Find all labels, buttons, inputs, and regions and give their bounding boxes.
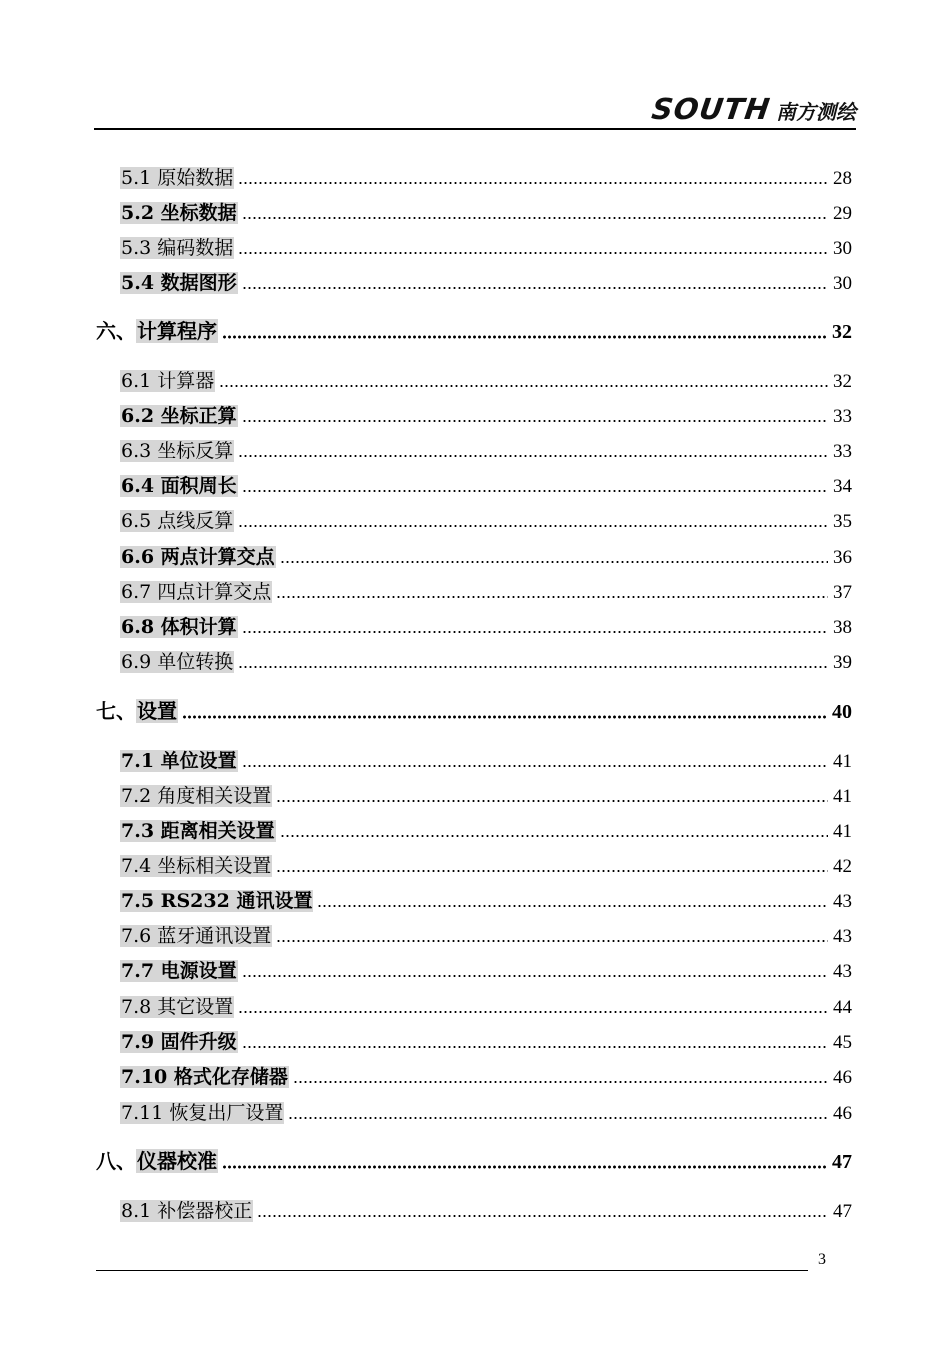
toc-chapter-number: 八、 [96, 1149, 136, 1173]
dot-leader [242, 764, 828, 768]
toc-entry-title: 5.2 坐标数据 [121, 202, 237, 224]
toc-entry[interactable] [120, 402, 852, 428]
toc-page-number: 28 [833, 168, 852, 189]
toc-entry[interactable] [120, 782, 852, 808]
toc-page-number: 41 [833, 786, 852, 807]
toc-entry-title: 6.6 两点计算交点 [121, 546, 275, 568]
toc-entry-label [120, 542, 276, 569]
toc-page-number: 37 [833, 582, 852, 603]
toc-entry-title: 7.10 格式化存储器 [121, 1066, 288, 1088]
dot-leader [238, 1010, 828, 1014]
dot-leader [219, 384, 828, 388]
dot-leader [242, 419, 828, 423]
toc-page-number: 45 [833, 1032, 852, 1053]
toc-entry-label [120, 992, 234, 1019]
toc-entry-title: 7.2 角度相关设置 [121, 785, 272, 807]
toc-entry-label [96, 695, 178, 724]
toc-entry[interactable] [120, 437, 852, 463]
toc-entry-title: 7.7 电源设置 [121, 960, 237, 982]
dot-leader [238, 665, 828, 669]
dot-leader [242, 286, 828, 290]
toc-entry[interactable] [120, 472, 852, 498]
dot-leader [238, 251, 828, 255]
toc-page-number: 43 [833, 961, 852, 982]
dot-leader [288, 1116, 828, 1120]
toc-entry[interactable] [120, 852, 852, 878]
toc-entry-title: 7.4 坐标相关设置 [121, 855, 272, 877]
toc-page-number: 43 [833, 926, 852, 947]
toc-entry[interactable] [120, 1063, 852, 1089]
toc-entry[interactable] [120, 1028, 852, 1054]
toc-entry-title: 计算程序 [137, 319, 217, 343]
toc-entry-label [120, 233, 234, 260]
footer-divider [96, 1270, 808, 1271]
toc-entry-title: 6.9 单位转换 [121, 651, 234, 673]
toc-page-number: 30 [833, 273, 852, 294]
dot-leader [280, 560, 828, 564]
dot-leader [280, 834, 828, 838]
dot-leader [276, 939, 828, 943]
toc-page-number: 43 [833, 891, 852, 912]
toc-entry-label [120, 921, 272, 948]
toc-entry-label [96, 1145, 218, 1174]
dot-leader [238, 181, 828, 185]
dot-leader [293, 1080, 828, 1084]
dot-leader [242, 974, 828, 978]
toc-entry[interactable] [120, 747, 852, 773]
dot-leader [317, 904, 828, 908]
toc-entry-label [120, 647, 234, 674]
toc-entry-label [120, 506, 234, 533]
toc-entry-title: 6.4 面积周长 [121, 475, 237, 497]
toc-entry-title: 6.1 计算器 [121, 370, 215, 392]
toc-page-number: 33 [833, 406, 852, 427]
toc-entry-label [120, 436, 234, 463]
toc-page-number: 47 [832, 1151, 852, 1173]
toc-page-number: 47 [833, 1201, 852, 1222]
logo-wordmark: SOUTH [649, 92, 773, 126]
dot-leader [242, 489, 828, 493]
toc-entry[interactable] [120, 367, 852, 393]
toc-entry-label [120, 1196, 253, 1223]
toc-entry[interactable] [120, 578, 852, 604]
toc-entry[interactable] [120, 543, 852, 569]
toc-entry-label [120, 577, 272, 604]
toc-page-number: 33 [833, 441, 852, 462]
toc-entry-title: 6.7 四点计算交点 [121, 581, 272, 603]
toc-chapter-entry[interactable] [96, 1148, 852, 1174]
toc-entry-label [96, 315, 218, 344]
toc-page-number: 44 [833, 997, 852, 1018]
toc-chapter-entry[interactable] [96, 318, 852, 344]
toc-entry-title: 6.5 点线反算 [121, 510, 234, 532]
toc-page-number: 40 [832, 701, 852, 723]
toc-entry-label [120, 1098, 284, 1125]
toc-entry-label [120, 851, 272, 878]
toc-page-number: 41 [833, 821, 852, 842]
toc-page-number: 32 [833, 371, 852, 392]
toc-entry-title: 6.8 体积计算 [121, 616, 237, 638]
toc-entry-label [120, 746, 238, 773]
toc-chapter-entry[interactable] [96, 698, 852, 724]
toc-entry[interactable] [120, 164, 852, 190]
toc-entry-label [120, 1027, 238, 1054]
dot-leader [222, 1165, 828, 1169]
toc-page-number: 38 [833, 617, 852, 638]
toc-entry[interactable] [120, 613, 852, 639]
footer-page-number: 3 [818, 1251, 826, 1268]
toc-page-number: 39 [833, 652, 852, 673]
dot-leader [242, 1045, 828, 1049]
dot-leader [242, 216, 828, 220]
toc-entry[interactable] [120, 957, 852, 983]
dot-leader [276, 869, 828, 873]
toc-entry-title: 5.4 数据图形 [121, 272, 237, 294]
toc-entry[interactable] [120, 1197, 852, 1223]
dot-leader [257, 1214, 828, 1218]
toc-entry[interactable] [120, 993, 852, 1019]
dot-leader [222, 335, 828, 339]
toc-entry-label [120, 401, 238, 428]
toc-entry-title: 8.1 补偿器校正 [121, 1200, 253, 1222]
toc-entry-title: 7.6 蓝牙通讯设置 [121, 925, 272, 947]
toc-page-number: 42 [833, 856, 852, 877]
toc-page-number: 46 [833, 1103, 852, 1124]
toc-entry-label [120, 198, 238, 225]
toc-entry-title: 7.8 其它设置 [121, 996, 234, 1018]
toc-entry-label [120, 612, 238, 639]
toc-entry-label [120, 781, 272, 808]
toc-entry-title: 7.5 RS232 通讯设置 [121, 890, 313, 912]
dot-leader [182, 715, 828, 719]
toc-entry[interactable] [120, 817, 852, 843]
toc-page-number: 35 [833, 511, 852, 532]
toc-page-number: 46 [833, 1067, 852, 1088]
toc-entry-label [120, 366, 215, 393]
toc-entry-label [120, 956, 238, 983]
toc-chapter-number: 六、 [96, 319, 136, 343]
toc-entry-label [120, 1062, 289, 1089]
toc-page-number: 36 [833, 547, 852, 568]
toc-entry-label [120, 471, 238, 498]
toc-entry-title: 6.2 坐标正算 [121, 405, 237, 427]
toc-entry-title: 7.11 恢复出厂设置 [121, 1102, 284, 1124]
toc-entry[interactable] [120, 648, 852, 674]
dot-leader [276, 595, 828, 599]
toc-entry-title: 7.9 固件升级 [121, 1031, 237, 1053]
toc-entry-label [120, 816, 276, 843]
toc-page-number: 30 [833, 238, 852, 259]
toc-entry[interactable] [120, 887, 852, 913]
dot-leader [238, 454, 828, 458]
dot-leader [276, 799, 828, 803]
toc-entry[interactable] [120, 269, 852, 295]
toc-entry-title: 5.1 原始数据 [121, 167, 234, 189]
toc-entry-label [120, 163, 234, 190]
toc-entry[interactable] [120, 1099, 852, 1125]
toc-entry-title: 7.3 距离相关设置 [121, 820, 275, 842]
toc-entry-title: 仪器校准 [137, 1149, 217, 1173]
toc-page-number: 32 [832, 321, 852, 343]
toc-entry[interactable] [120, 234, 852, 260]
toc-entry-label [120, 268, 238, 295]
toc-entry-title: 6.3 坐标反算 [121, 440, 234, 462]
logo-chinese-name: 南方测绘 [776, 100, 856, 124]
toc-entry-label [120, 886, 313, 913]
toc-entry[interactable] [120, 199, 852, 225]
toc-chapter-number: 七、 [96, 699, 136, 723]
toc-page-number: 34 [833, 476, 852, 497]
toc-entry-title: 7.1 单位设置 [121, 750, 237, 772]
toc-entry-title: 5.3 编码数据 [121, 237, 234, 259]
toc-entry[interactable] [120, 507, 852, 533]
dot-leader [238, 524, 828, 528]
toc-page-number: 41 [833, 751, 852, 772]
toc-entry-title: 设置 [137, 699, 177, 723]
dot-leader [242, 630, 828, 634]
toc-entry[interactable] [120, 922, 852, 948]
toc-page-number: 29 [833, 203, 852, 224]
